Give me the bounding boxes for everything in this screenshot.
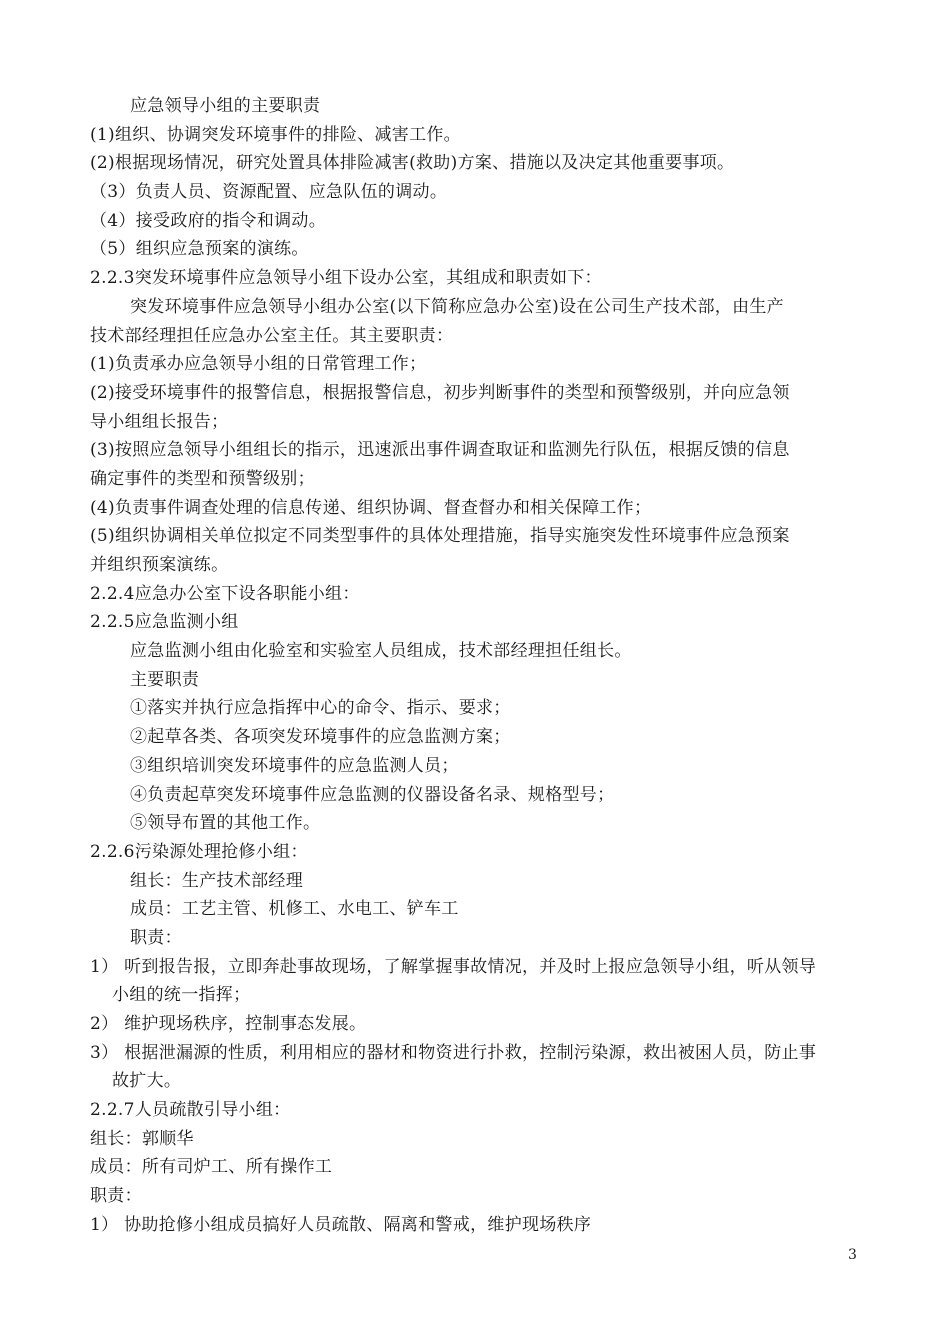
text-line: 导小组组长报告；: [90, 411, 229, 432]
text-line: 成员：所有司炉工、所有操作工: [90, 1157, 333, 1178]
text-line: 组长：郭顺华: [90, 1128, 194, 1149]
text-line: 职责：: [130, 927, 182, 948]
text-line: ②起草各类、各项突发环境事件的应急监测方案；: [130, 727, 511, 748]
text-line: ⑤领导布置的其他工作。: [130, 813, 321, 834]
text-line: 3） 根据泄漏源的性质，利用相应的器材和物资进行扑救，控制污染源，救出被困人员，防止事: [90, 1042, 817, 1063]
text-line: 2.2.5应急监测小组: [90, 612, 239, 633]
text-line: 2） 维护现场秩序，控制事态发展。: [90, 1014, 367, 1034]
text-line: 2.2.4应急办公室下设各职能小组：: [90, 583, 360, 604]
text-line: 2.2.3突发环境事件应急领导小组下设办公室，其组成和职责如下：: [90, 268, 602, 289]
text-line: 突发环境事件应急领导小组办公室(以下简称应急办公室)设在公司生产技术部，由生产: [130, 296, 784, 317]
text-line: ③组织培训突发环境事件的应急监测人员；: [130, 755, 459, 776]
text-line: 组长：生产技术部经理: [130, 870, 303, 891]
text-line: （3）负责人员、资源配置、应急队伍的调动。: [90, 182, 448, 203]
text-line: 故扩大。: [112, 1071, 182, 1092]
text-line: (3)按照应急领导小组组长的指示，迅速派出事件调查取证和监测先行队伍，根据反馈的信息: [90, 440, 790, 461]
text-line: (5)组织协调相关单位拟定不同类型事件的具体处理措施，指导实施突发性环境事件应急预案: [90, 526, 790, 547]
text-line: 2.2.6污染源处理抢修小组：: [90, 841, 308, 862]
text-line: 并组织预案演练。: [90, 555, 229, 575]
text-line: (2)根据现场情况，研究处置具体排险减害(救助)方案、措施以及决定其他重要事项。: [90, 153, 735, 174]
text-line: 1） 协助抢修小组成员搞好人员疏散、隔离和警戒，维护现场秩序: [90, 1214, 592, 1235]
text-line: (4)负责事件调查处理的信息传递、组织协调、督查督办和相关保障工作；: [90, 497, 652, 518]
text-line: (1)负责承办应急领导小组的日常管理工作；: [90, 354, 427, 375]
text-line: 小组的统一指挥；: [112, 985, 251, 1006]
text-line: 成员：工艺主管、机修工、水电工、铲车工: [130, 899, 459, 920]
text-line: （5）组织应急预案的演练。: [90, 239, 309, 260]
text-line: 确定事件的类型和预警级别；: [90, 468, 315, 489]
text-line: (2)接受环境事件的报警信息，根据报警信息，初步判断事件的类型和预警级别，并向应急领: [90, 382, 790, 403]
page-number: 3: [848, 1247, 857, 1263]
text-line: 2.2.7人员疏散引导小组：: [90, 1100, 291, 1121]
text-line: ④负责起草突发环境事件应急监测的仪器设备名录、规格型号；: [130, 784, 615, 805]
text-line: 技术部经理担任应急办公室主任。其主要职责：: [90, 325, 454, 346]
text-line: 职责：: [90, 1186, 142, 1207]
document-page: [90, 92, 860, 1240]
text-line: 1） 听到报告报，立即奔赴事故现场，了解掌握事故情况，并及时上报应急领导小组，听从领导: [90, 956, 817, 977]
text-line: （4）接受政府的指令和调动。: [90, 210, 327, 231]
text-line: 应急监测小组由化验室和实验室人员组成，技术部经理担任组长。: [130, 641, 632, 662]
text-line: (1)组织、协调突发环境事件的排险、减害工作。: [90, 124, 461, 145]
text-line: 主要职责: [130, 669, 200, 690]
text-line: ①落实并执行应急指挥中心的命令、指示、要求；: [130, 698, 511, 719]
text-line: 应急领导小组的主要职责: [130, 96, 321, 116]
